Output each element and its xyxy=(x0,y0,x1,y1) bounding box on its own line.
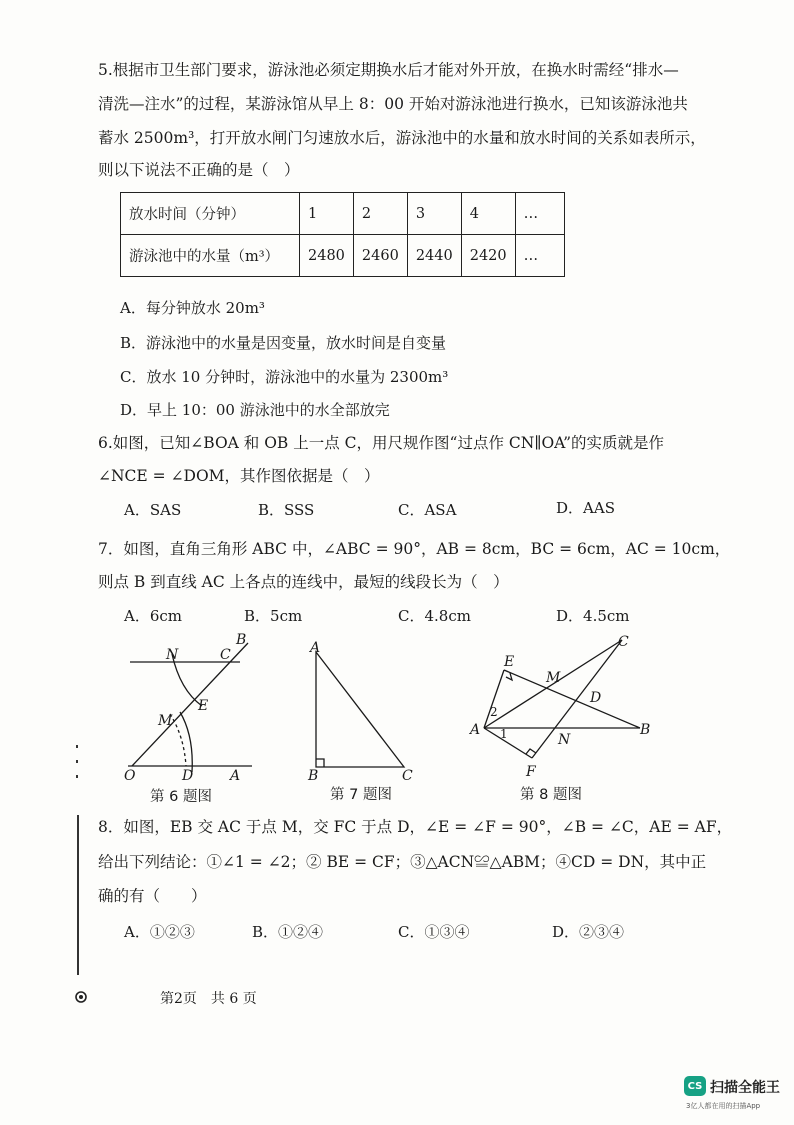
label-m: M xyxy=(158,713,173,729)
q7-option-c: C．4.8cm xyxy=(398,607,471,625)
figure-8 xyxy=(464,630,664,782)
triangle-abc xyxy=(316,652,404,767)
q5-table xyxy=(120,192,565,277)
table-cell: 2460 xyxy=(353,235,407,277)
table-cell: 2 xyxy=(353,193,407,235)
figure-6-caption: 第 6 题图 xyxy=(150,789,212,805)
q7-option-d: D．4.5cm xyxy=(556,607,630,625)
table-cell: 2420 xyxy=(461,235,515,277)
q8-line2: 给出下列结论：①∠1 = ∠2；② BE = CF；③△ACN≌△ABM；④CD = DN，其中正 xyxy=(98,853,707,871)
table-cell: 游泳池中的水量（m³） xyxy=(121,235,300,277)
q8-option-c: C．①③④ xyxy=(398,923,470,941)
q6-option-c: C．ASA xyxy=(398,501,457,519)
label-b: B xyxy=(640,722,651,738)
margin-dot xyxy=(76,745,78,748)
line-af xyxy=(484,728,532,758)
circle-mark-icon xyxy=(74,990,88,1004)
q5-line2: 清洗—注水”的过程，某游泳馆从早上 8：00 开始对游泳池进行换水，已知该游泳池共 xyxy=(98,95,688,113)
label-a: A xyxy=(310,640,321,656)
table-cell: 2440 xyxy=(407,235,461,277)
line-fc xyxy=(532,640,622,758)
q7-line2: 则点 B 到直线 AC 上各点的连线中，最短的线段长为（ ） xyxy=(98,573,509,591)
label-c: C xyxy=(402,768,413,784)
q8-option-b: B．①②④ xyxy=(252,923,324,941)
watermark-name: 扫描全能王 xyxy=(710,1080,780,1096)
q6-option-a: A．SAS xyxy=(124,501,182,519)
figure-8-caption: 第 8 题图 xyxy=(520,787,582,803)
label-o: O xyxy=(124,768,136,783)
label-c: C xyxy=(220,647,231,663)
right-angle-e xyxy=(506,673,512,680)
page-number: 第2页 共 6 页 xyxy=(160,991,257,1007)
label-angle-2: 2 xyxy=(490,705,498,719)
margin-dot xyxy=(76,760,78,763)
dashed-arc xyxy=(170,714,186,766)
label-f: F xyxy=(526,764,536,780)
table-row xyxy=(121,235,565,277)
label-e: E xyxy=(504,654,515,670)
watermark-subtitle: 3亿人都在用的扫描App xyxy=(686,1102,761,1110)
right-angle-mark xyxy=(316,759,324,767)
q6-line2: ∠NCE = ∠DOM，其作图依据是（ ） xyxy=(98,467,380,485)
label-n: N xyxy=(166,647,179,663)
table-cell: 1 xyxy=(300,193,354,235)
q5-option-b: B．游泳池中的水量是因变量，放水时间是自变量 xyxy=(120,334,447,352)
figure-7 xyxy=(300,634,420,784)
margin-line xyxy=(77,815,79,975)
q8-line1: 8．如图，EB 交 AC 于点 M，交 FC 于点 D，∠E = ∠F = 90°，∠B = ∠C，AE = AF， xyxy=(98,818,733,836)
q7-option-a: A．6cm xyxy=(124,607,183,625)
figure-6 xyxy=(110,628,270,783)
q6-line1: 6.如图，已知∠BOA 和 OB 上一点 C，用尺规作图“过点作 CN∥OA”的实质就是作 xyxy=(98,434,665,452)
table-cell: 3 xyxy=(407,193,461,235)
q8-option-d: D．②③④ xyxy=(552,923,625,941)
right-angle-f xyxy=(526,749,536,754)
label-d: D xyxy=(590,690,602,706)
table-cell: … xyxy=(515,235,564,277)
q6-option-d: D．AAS xyxy=(556,499,615,517)
margin-dot xyxy=(76,775,78,778)
q5-line3: 蓄水 2500m³，打开放水闸门匀速放水后，游泳池中的水量和放水时间的关系如表所示， xyxy=(98,129,706,147)
q5-line4: 则以下说法不正确的是（ ） xyxy=(98,161,300,179)
label-e: E xyxy=(198,698,209,714)
table-cell: 4 xyxy=(461,193,515,235)
table-cell: 放水时间（分钟） xyxy=(121,193,300,235)
q5-option-c: C．放水 10 分钟时，游泳池中的水量为 2300m³ xyxy=(120,368,449,386)
line-eb xyxy=(504,670,640,728)
table-row xyxy=(121,193,565,235)
camscanner-logo-icon: CS xyxy=(684,1076,706,1096)
table-cell: 2480 xyxy=(300,235,354,277)
q5-option-a: A．每分钟放水 20m³ xyxy=(120,299,265,317)
q7-option-b: B．5cm xyxy=(244,607,303,625)
label-n: N xyxy=(558,732,571,748)
label-a: A xyxy=(230,768,241,783)
q8-line3: 确的有（ ） xyxy=(98,887,207,905)
label-c: C xyxy=(618,634,629,650)
figure-7-caption: 第 7 题图 xyxy=(330,787,392,803)
label-b: B xyxy=(308,768,319,784)
label-a: A xyxy=(470,722,481,738)
q6-option-b: B．SSS xyxy=(258,501,315,519)
label-b: B xyxy=(236,632,247,648)
q7-line1: 7．如图，直角三角形 ABC 中，∠ABC = 90°，AB = 8cm，BC = 6cm，AC = 10cm， xyxy=(98,540,731,558)
q5-option-d: D．早上 10：00 游泳池中的水全部放完 xyxy=(120,401,390,419)
label-d: D xyxy=(182,768,194,783)
table-cell: … xyxy=(515,193,564,235)
label-angle-1: 1 xyxy=(500,727,508,741)
q8-option-a: A．①②③ xyxy=(124,923,195,941)
line-ae xyxy=(484,670,504,728)
q5-line1: 5.根据市卫生部门要求，游泳池必须定期换水后才能对外开放，在换水时需经“排水— xyxy=(98,61,679,79)
label-m: M xyxy=(546,670,561,686)
